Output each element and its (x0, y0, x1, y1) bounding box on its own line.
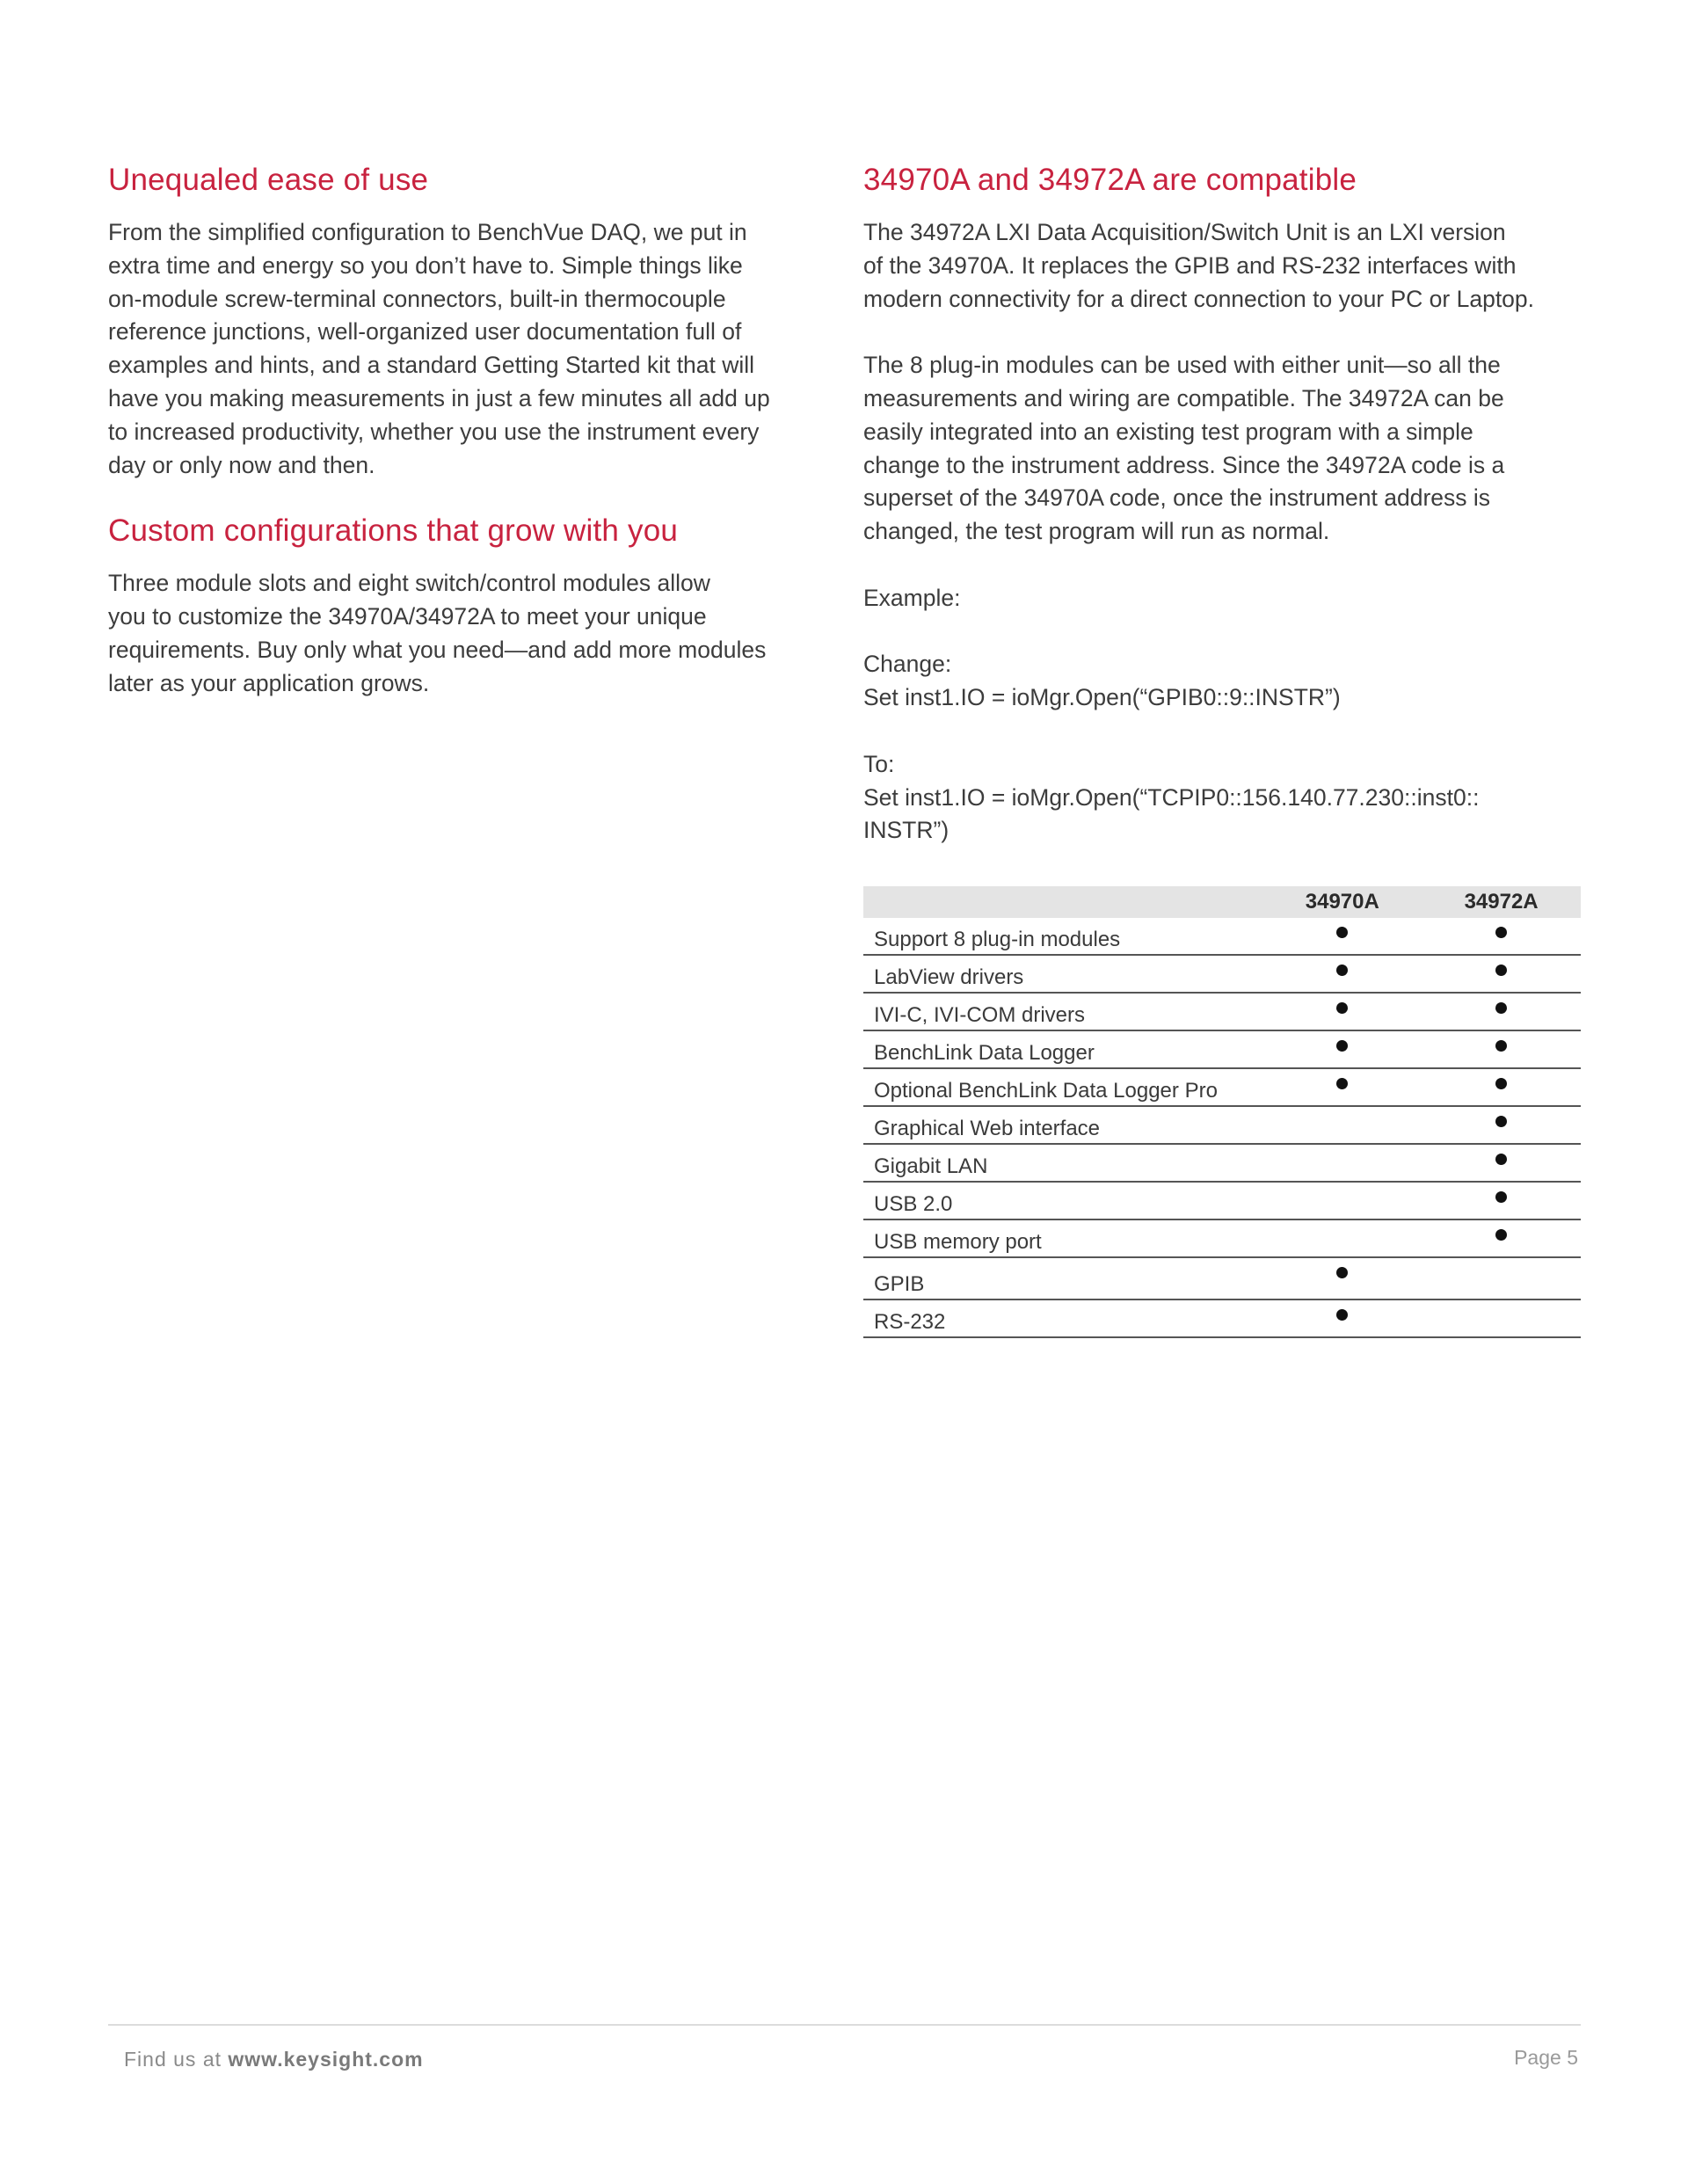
footer-find-us (124, 2048, 424, 2071)
table-cell-34972a (1422, 993, 1581, 1030)
bullet-dot-icon (1336, 927, 1348, 938)
table-cell-feature: Optional BenchLink Data Logger Pro (863, 1068, 1262, 1106)
table-cell-34970a (1262, 1257, 1422, 1299)
table-cell-34970a (1262, 918, 1422, 955)
to-code: Set inst1.IO = ioMgr.Open(“TCPIP0::156.140.77.230::inst0:: INSTR”) (863, 783, 1480, 844)
table-cell-feature: RS-232 (863, 1299, 1262, 1337)
table-cell-34972a (1422, 1068, 1581, 1106)
table-row (863, 1257, 1581, 1299)
table-cell-34972a (1422, 1030, 1581, 1068)
bullet-dot-icon (1336, 1040, 1348, 1052)
footer-website-link[interactable]: www.keysight.com (228, 2048, 424, 2071)
table-cell-feature: IVI-C, IVI-COM drivers (863, 993, 1262, 1030)
table-cell-feature: USB memory port (863, 1219, 1262, 1257)
footer-prefix: Find us at (124, 2048, 229, 2071)
bullet-dot-icon (1336, 965, 1348, 976)
table-cell-34972a (1422, 1106, 1581, 1144)
section-heading-compatible: 34970A and 34972A are compatible (863, 163, 1357, 197)
bullet-dot-icon (1495, 1154, 1507, 1165)
table-header-feature (863, 886, 1262, 918)
table-cell-34970a (1262, 955, 1422, 993)
table-cell-feature: BenchLink Data Logger (863, 1030, 1262, 1068)
table-cell-34972a (1422, 1144, 1581, 1182)
section-heading-custom-configurations: Custom configurations that grow with you (108, 513, 679, 549)
compatible-paragraph-1: The 34972A LXI Data Acquisition/Switch Unit is an LXI version of the 34970A. It replaces the GPIB and RS-232 interfaces with modern connectivity for a direct connection to your PC or Laptop. (863, 219, 1535, 312)
table-cell-34970a (1262, 1182, 1422, 1219)
table-cell-feature: GPIB (863, 1257, 1262, 1299)
footer-page-number: Page 5 (1514, 2046, 1578, 2069)
section-heading-ease-of-use: Unequaled ease of use (108, 163, 429, 197)
bullet-dot-icon (1336, 1309, 1348, 1321)
table-cell-34972a (1422, 955, 1581, 993)
left-column (108, 161, 811, 701)
table-cell-34970a (1262, 993, 1422, 1030)
table-cell-feature: USB 2.0 (863, 1182, 1262, 1219)
table-cell-feature: LabView drivers (863, 955, 1262, 993)
table-cell-34970a (1262, 1219, 1422, 1257)
bullet-dot-icon (1336, 1002, 1348, 1014)
bullet-dot-icon (1336, 1078, 1348, 1089)
table-cell-34972a (1422, 1182, 1581, 1219)
table-cell-34972a (1422, 1257, 1581, 1299)
table-cell-34972a (1422, 918, 1581, 955)
bullet-dot-icon (1495, 1040, 1507, 1052)
table-row (863, 1068, 1581, 1106)
table-cell-34970a (1262, 1068, 1422, 1106)
footer-divider (108, 2024, 1581, 2026)
change-label: Change: (863, 651, 952, 678)
bullet-dot-icon (1495, 1191, 1507, 1203)
example-label: Example: (863, 584, 961, 611)
change-code: Set inst1.IO = ioMgr.Open(“GPIB0::9::INSTR”) (863, 684, 1341, 711)
bullet-dot-icon (1495, 1078, 1507, 1089)
table-row (863, 993, 1581, 1030)
table-cell-34970a (1262, 1144, 1422, 1182)
table-header-34972a: 34972A (1422, 886, 1581, 918)
table-cell-34972a (1422, 1219, 1581, 1257)
table-header-34970a: 34970A (1262, 886, 1422, 918)
table-cell-34970a (1262, 1106, 1422, 1144)
table-cell-feature: Support 8 plug-in modules (863, 918, 1262, 955)
compatible-paragraph-2: The 8 plug-in modules can be used with either unit—so all the measurements and wiring are compatible. The 34972A can be easily integrated into an existing test program with a simple change to the instrument address. Since the 34972A code is a superset of the 34970A code, once the instrument address is changed, the test program will run as normal. (863, 352, 1505, 545)
table-cell-34970a (1262, 1030, 1422, 1068)
bullet-dot-icon (1336, 1267, 1348, 1278)
table-row (863, 1144, 1581, 1182)
table-row (863, 1030, 1581, 1068)
table-cell-34970a (1262, 1299, 1422, 1337)
to-label: To: (863, 750, 895, 777)
section-body-ease-of-use: From the simplified configuration to BenchVue DAQ, we put in extra time and energy so you don’t have to. Simple things like on-module screw-terminal connectors, built-in thermocouple reference junctions, well-organized user documentation full of examples and hints, and a standard Getting Started kit that will have you making measurements in just a few minutes all add up to increased productivity, whether you use the instrument every day or only now and then. (108, 219, 770, 478)
table-row (863, 1299, 1581, 1337)
table-row (863, 1219, 1581, 1257)
comparison-table (863, 886, 1581, 1338)
bullet-dot-icon (1495, 927, 1507, 938)
table-header-row (863, 886, 1581, 918)
bullet-dot-icon (1495, 1002, 1507, 1014)
table-body (863, 918, 1581, 1337)
table-row (863, 955, 1581, 993)
bullet-dot-icon (1495, 1229, 1507, 1241)
section-body-custom-configurations: Three module slots and eight switch/control modules allow you to customize the 34970A/34972A to meet your unique requirements. Buy only what you need—and add more modules later as your application grows. (108, 570, 767, 696)
bullet-dot-icon (1495, 965, 1507, 976)
table-row (863, 918, 1581, 955)
right-column (863, 161, 1584, 848)
table-cell-34972a (1422, 1299, 1581, 1337)
bullet-dot-icon (1495, 1116, 1507, 1127)
table-cell-feature: Gigabit LAN (863, 1144, 1262, 1182)
table-row (863, 1182, 1581, 1219)
table-row (863, 1106, 1581, 1144)
table-cell-feature: Graphical Web interface (863, 1106, 1262, 1144)
